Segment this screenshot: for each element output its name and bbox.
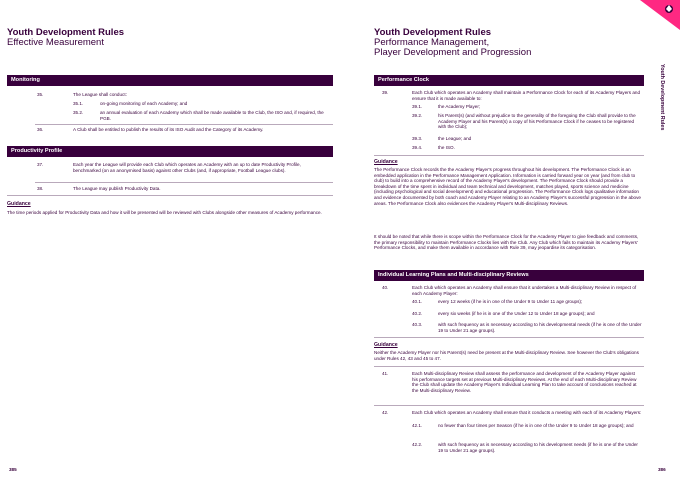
side-label: Youth Development Rules bbox=[659, 64, 665, 131]
corner-brand-graphic bbox=[620, 0, 680, 30]
divider bbox=[374, 366, 644, 367]
rule-number: 40. bbox=[382, 285, 389, 290]
rule-text: Each Multi-disciplinary Review shall assess the performance and development of the Academy Player against his performance targets set at previous Multi-disciplinary Reviews. At the end of each Multi-disciplinary Review the Club shall update the Academy Player's Individual Learning Plan to take account of conclusions reached at the Multi-disciplinary Review. bbox=[412, 371, 637, 393]
divider bbox=[374, 337, 644, 338]
guidance-label: Guidance bbox=[374, 159, 398, 165]
rule-text: A Club shall be entitled to publish the results of its ISO Audit and the Category of its Academy. bbox=[73, 127, 264, 132]
guidance-text: The time periods applied for Productivity Data and how it will be presented will be reviewed with Clubs alongside other measures of Academy performance. bbox=[7, 210, 322, 215]
divider bbox=[374, 405, 644, 406]
subrule-number: 42.1. bbox=[412, 423, 423, 428]
divider bbox=[35, 182, 333, 183]
right-page-title: Youth Development Rules bbox=[374, 27, 492, 38]
subrule-number: 39.3. bbox=[412, 136, 423, 141]
guidance-label: Guidance bbox=[374, 342, 398, 348]
guidance-text: The Performance Clock records the the Academy Player's progress throughout his development. The Performance Clock is an embedded application in the Performance Management Application. Information is carried forward year on year (and from club to club) to build into a comprehensive record of the Academy Player's development. The Performance Clock should provide a breakdown of the time spent in individual and team technical and development, matches played, sports science and medicine (including psychological and social development) and educational progression. The Performance Clock logs qualitative information and evidence documented by both coach and Academy Player relating to an Academy Player's successful progression in the above areas. The Performance Clock also evidences the Academy Player's Multi-disciplinary Reviews. bbox=[374, 167, 641, 206]
subrule-text: with such frequency as is necessary according to his development needs (if he is one of the Under 19 to Under 21 age groups). bbox=[438, 442, 638, 453]
subrule-number: 42.2. bbox=[412, 442, 423, 447]
guidance-text: Neither the Academy Player nor his Parent(s) need be present at the Multi-disciplinary Review. See however the Club's obligations under Rules 42, 43 and 45 to 47. bbox=[374, 350, 639, 361]
rule-text: The League shall conduct: bbox=[73, 92, 127, 97]
subrule-text: the League; and bbox=[438, 136, 472, 141]
divider bbox=[7, 195, 333, 196]
page-number: 386 bbox=[658, 467, 666, 472]
productivity-heading: Productivity Profile bbox=[7, 146, 333, 157]
subrule-text: with such frequency as is necessary according to his developmental needs (if he is one of the Under 19 to Under 21 age groups). bbox=[438, 322, 642, 333]
rule-number: 36. bbox=[37, 127, 44, 132]
subrule-text: an annual evaluation of each Academy which shall be made available to the Club, the ISO and, if required, the PGB. bbox=[100, 110, 324, 121]
page-number: 385 bbox=[9, 467, 17, 472]
left-page-title: Youth Development Rules bbox=[7, 27, 125, 38]
rule-text: Each Club which operates an Academy shall ensure that it undertakes a Multi-disciplinary Review in respect of each Academy Player: bbox=[412, 285, 637, 296]
side-running-header bbox=[655, 64, 667, 154]
right-page bbox=[340, 0, 680, 483]
rule-number: 38. bbox=[37, 186, 44, 191]
right-page-subtitle-line2: Player Development and Progression bbox=[374, 47, 532, 58]
brand-triangle bbox=[640, 0, 680, 30]
performance-clock-heading: Performance Clock bbox=[374, 75, 644, 86]
subrule-number: 35.2. bbox=[73, 110, 84, 115]
ilp-heading: Individual Learning Plans and Multi-disciplinary Reviews bbox=[374, 270, 644, 281]
divider bbox=[35, 124, 333, 125]
right-page-subtitle-line1: Performance Management, bbox=[374, 37, 490, 48]
guidance-text: It should be noted that while there is scope within the Performance Clock for the Academy Player to give feedback and comments, the primary responsibility to maintain Performance Clocks lies with the Club. Any Club which fails to maintain its Academy Players' Performance Clocks, and make them available in accordance with Rule 39, may jeopardise its categorisation. bbox=[374, 234, 639, 251]
subrule-number: 39.4. bbox=[412, 145, 423, 150]
rule-text: Each Club which operates an Academy shall ensure that it conducts a meeting with each of its Academy Players: bbox=[412, 410, 642, 415]
monitoring-heading: Monitoring bbox=[7, 75, 333, 86]
subrule-text: on-going monitoring of each Academy; and bbox=[100, 101, 188, 106]
subrule-text: no fewer than four times per Season (if he is in one of the Under 9 to Under 18 age groups); and bbox=[438, 423, 634, 428]
crest-icon bbox=[665, 5, 673, 13]
rule-text: Each year the League will provide each Club which operates an Academy with an up to date Productivity Profile, benchmarked (on an anonymised basis) against other Clubs (and, if appropriate, Football League clubs). bbox=[73, 162, 301, 173]
left-page-subtitle: Effective Measurement bbox=[7, 37, 104, 48]
subrule-text: every 12 weeks (if he is in one of the Under 9 to Under 11 age groups); bbox=[438, 299, 583, 304]
subrule-number: 39.2. bbox=[412, 113, 423, 118]
subrule-number: 39.1. bbox=[412, 104, 423, 109]
subrule-text: every six weeks (if he is in one of the Under 12 to Under 18 age groups); and bbox=[438, 311, 595, 316]
rule-number: 37. bbox=[37, 162, 44, 167]
subrule-text: the ISO. bbox=[438, 145, 455, 150]
rule-text: Each Club which operates an Academy shall maintain a Performance Clock for each of its Academy Players and ensure that it is made available to: bbox=[412, 90, 641, 101]
divider bbox=[374, 155, 644, 156]
subrule-number: 40.2. bbox=[412, 311, 423, 316]
subrule-number: 35.1. bbox=[73, 101, 84, 106]
rule-number: 42. bbox=[382, 410, 389, 415]
subrule-text: the Academy Player; bbox=[438, 104, 481, 109]
subrule-number: 40.1. bbox=[412, 299, 423, 304]
rule-number: 35. bbox=[37, 92, 44, 97]
rule-number: 41. bbox=[382, 371, 389, 376]
rule-text: The League may publish Productivity Data. bbox=[73, 186, 161, 191]
subrule-text: his Parent(s) (and without prejudice to the generality of the foregoing the Club shall provide to the Academy Player and his Parent(s) a copy of his Performance Clock if he ceases to be registered with the Club); bbox=[438, 113, 636, 130]
subrule-number: 40.3. bbox=[412, 322, 423, 327]
guidance-label: Guidance bbox=[7, 201, 31, 207]
rule-number: 39. bbox=[382, 90, 389, 95]
